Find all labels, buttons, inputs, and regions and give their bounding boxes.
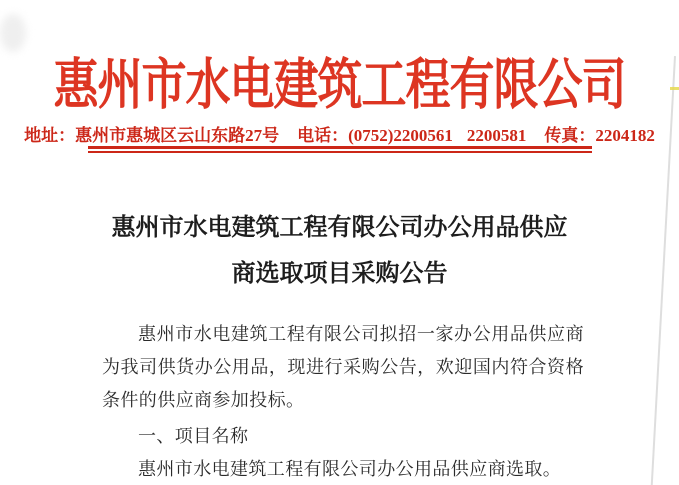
divider-thick-line	[88, 146, 592, 149]
announcement-body	[102, 318, 584, 485]
fax-text: 传真：2204182	[544, 126, 655, 145]
phone-alt-text: 2200581	[466, 126, 527, 145]
company-name: 惠州市水电建筑工程有限公司	[53, 54, 626, 116]
section-1-heading: 一、项目名称	[138, 426, 249, 446]
phone-text: 电话：(0752)2200561	[297, 126, 453, 145]
announcement-title-line-1: 惠州市水电建筑工程有限公司办公用品供应	[111, 215, 568, 241]
address-text: 地址：惠州市惠城区云山东路27号	[24, 126, 280, 145]
intro-paragraph: 惠州市水电建筑工程有限公司拟招一家办公用品供应商为我司供货办公用品，现进行采购公告，欢迎国内符合资格条件的供应商参加投标。	[102, 324, 584, 410]
announcement-title	[0, 205, 679, 297]
scan-smudge-artifact	[0, 14, 26, 52]
section-1-body: 惠州市水电建筑工程有限公司办公用品供应商选取。	[138, 459, 562, 479]
contact-row	[0, 121, 679, 146]
announcement-title-line-2: 商选取项目采购公告	[231, 261, 448, 287]
scan-yellow-mark-artifact	[670, 87, 679, 90]
letterhead-divider	[88, 146, 592, 153]
divider-thin-line	[88, 151, 592, 153]
